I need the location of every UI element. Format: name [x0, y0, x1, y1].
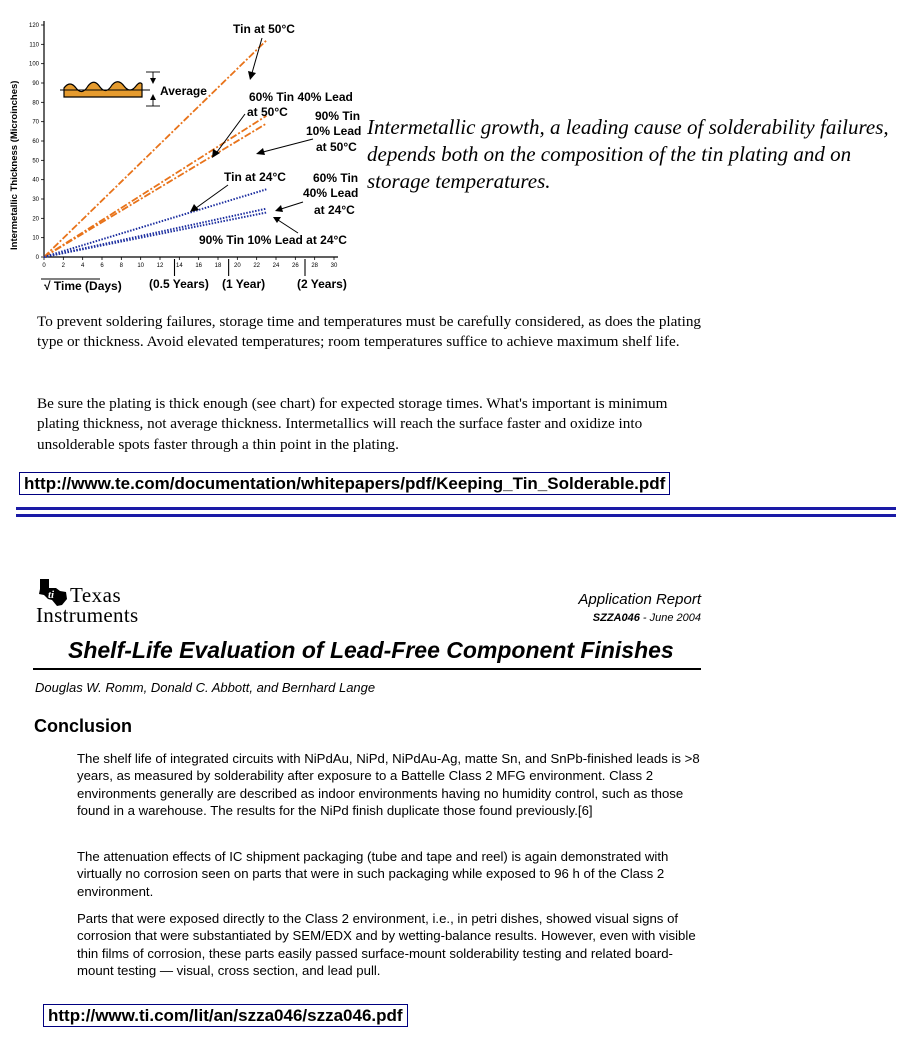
label-tin-24c: Tin at 24°C — [224, 170, 286, 184]
label-60tin-50c-line1: 60% Tin 40% Lead — [249, 90, 353, 104]
label-tin-50c: Tin at 50°C — [233, 22, 295, 36]
y-tick-label: 20 — [32, 216, 39, 223]
series-line-0 — [44, 40, 266, 257]
logo-text-instruments: Instruments — [36, 603, 139, 627]
report-number: SZZA046 — [592, 612, 640, 624]
period-label-1-year: (1 Year) — [222, 277, 266, 291]
intermetallic-growth-chart — [0, 0, 370, 300]
y-tick-label: 90 — [32, 81, 39, 87]
x-tick-label: 18 — [214, 263, 222, 269]
section-heading-conclusion: Conclusion — [34, 716, 132, 736]
period-label-half-year: (0.5 Years) — [149, 277, 209, 291]
x-axis-labels — [41, 277, 347, 293]
y-tick-label: 60 — [32, 139, 39, 145]
paragraph-storage: To prevent soldering failures, storage time and temperatures must be carefully considered, as does the plating type or thickness. Avoid elevated temperatures; room temperatures suffice to achieve maximum shelf life. — [37, 313, 702, 351]
y-tick-label: 10 — [32, 235, 39, 242]
y-tick-label: 50 — [32, 158, 39, 165]
ti-report-link[interactable]: http://www.ti.com/lit/an/szza046/szza046.pdf — [43, 1004, 408, 1027]
svg-text:ti: ti — [48, 589, 55, 601]
report-type: Application Report — [578, 591, 701, 608]
x-tick-label: 30 — [330, 263, 338, 269]
x-tick-label: 24 — [272, 263, 280, 269]
label-60tin-24c-line3: at 24°C — [314, 203, 355, 217]
document-title: Shelf-Life Evaluation of Lead-Free Component Finishes — [68, 637, 674, 663]
logo-text-texas: Texas — [70, 583, 122, 607]
average-thickness-inset — [60, 72, 207, 106]
x-tick-label: 16 — [195, 263, 203, 269]
label-60tin-50c-line2: at 50°C — [247, 105, 288, 119]
x-tick-label: 22 — [253, 263, 261, 269]
title-rule — [33, 668, 701, 670]
report-number-date — [593, 612, 701, 624]
x-tick-label: 20 — [233, 263, 241, 269]
average-label: Average — [160, 84, 207, 98]
y-tick-label: 80 — [32, 100, 39, 107]
label-90tin-24c: 90% Tin 10% Lead at 24°C — [199, 233, 347, 247]
conclusion-paragraph-3: Parts that were exposed directly to the Class 2 environment, i.e., in petri dishes, showed visual signs of corrosion that were substantiated by SEM/EDX and by wetting-balance results. However, even with visible thin films of corrosion, these parts easily passed surface-mount solderability testing and related board-mount testing — visual, cross section, and lead pull. — [77, 911, 696, 978]
x-tick-label: 2 — [61, 263, 66, 269]
report-date: - June 2004 — [639, 612, 701, 624]
series-annotations — [190, 22, 361, 247]
x-tick-label: 10 — [137, 263, 145, 269]
separator-line-bottom — [16, 514, 896, 517]
y-tick-label: 120 — [28, 23, 39, 29]
x-tick-label: 0 — [42, 263, 46, 269]
x-tick-label: 14 — [175, 263, 183, 269]
x-tick-label: 12 — [156, 263, 164, 269]
label-60tin-24c-line2: 40% Lead — [303, 186, 359, 200]
te-whitepaper-link[interactable]: http://www.te.com/documentation/whitepapers/pdf/Keeping_Tin_Solderable.pdf — [19, 472, 670, 495]
label-90tin-50c-line2: 10% Lead — [306, 124, 362, 138]
conclusion-paragraph-1: The shelf life of integrated circuits with NiPdAu, NiPd, NiPdAu-Ag, matte Sn, and SnPb-finished leads is >8 years, as measured by solderability after exposure to a Battelle Class 2 MFG environment. Class 2 environments generally are described as indoor environments having no humidity control, such as those found in a warehouse. The results for the NiPd finish duplicate those found previously.[6] — [77, 751, 700, 818]
y-tick-label: 0 — [35, 255, 39, 261]
x-axis-label: √ Time (Days) — [44, 279, 122, 293]
y-tick-label: 100 — [28, 61, 39, 68]
period-label-2-years: (2 Years) — [297, 277, 347, 291]
x-tick-label: 8 — [119, 263, 124, 269]
label-60tin-24c-line1: 60% Tin — [313, 171, 359, 185]
label-90tin-50c-line3: at 50°C — [316, 140, 357, 154]
y-tick-label: 70 — [32, 119, 39, 126]
authors: Douglas W. Romm, Donald C. Abbott, and Bernhard Lange — [35, 680, 376, 695]
x-tick-label: 4 — [80, 263, 85, 269]
x-tick-label: 26 — [291, 263, 299, 269]
paragraph-plating-thickness: Be sure the plating is thick enough (see chart) for expected storage times. What's important is minimum plating thickness, not average thickness. Intermetallics will reach the surface faster and oxidize into unsolderable spots faster through a thin point in the plating. — [37, 395, 668, 453]
y-tick-label: 30 — [32, 197, 39, 203]
y-tick-label: 40 — [32, 177, 39, 184]
conclusion-paragraph-2: The attenuation effects of IC shipment packaging (tube and tape and reel) is again demonstrated with virtually no corrosion seen on parts that were in such packaging while exposed to 96 h of the Class 2 environment. — [77, 849, 669, 899]
x-tick-label: 6 — [100, 263, 104, 269]
label-90tin-50c-line1: 90% Tin — [315, 109, 361, 123]
chart-caption: Intermetallic growth, a leading cause of solderability failures, depends both on the composition of the tin plating and on storage temperatures. — [367, 115, 889, 193]
y-axis-label: Intermetallic Thickness (Microinches) — [9, 80, 20, 250]
ti-logo — [36, 577, 186, 627]
x-tick-label: 28 — [311, 263, 319, 269]
y-tick-label: 110 — [29, 42, 39, 49]
separator-line-top — [16, 507, 896, 510]
